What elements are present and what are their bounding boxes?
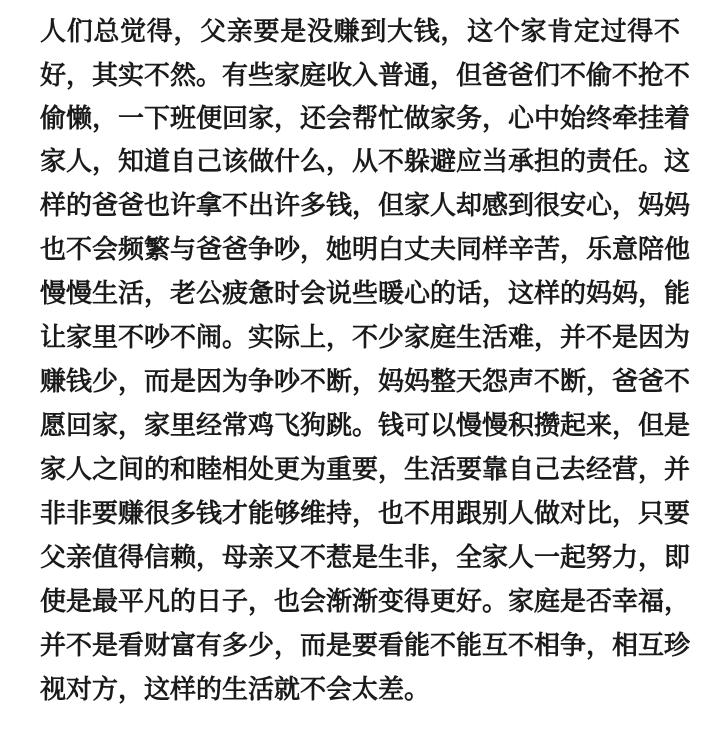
text-line-10: 愿回家，家里经常鸡飞狗跳。钱可以慢慢积攒起来，但是 bbox=[40, 411, 691, 441]
text-line-11: 家人之间的和睦相处更为重要，生活要靠自己去经营，并 bbox=[40, 455, 691, 485]
text-line-9: 赚钱少，而是因为争吵不断，妈妈整天怨声不断，爸爸不 bbox=[40, 367, 691, 397]
text-line-1: 人们总觉得，父亲要是没赚到大钱，这个家肯定过得不 bbox=[40, 17, 680, 47]
text-line-2: 好，其实不然。有些家庭收入普通，但爸爸们不偷不抢不 bbox=[40, 61, 691, 91]
text-line-8: 让家里不吵不闹。实际上，不少家庭生活难，并不是因为 bbox=[40, 323, 691, 353]
text-line-13: 父亲值得信赖，母亲又不惹是生非，全家人一起努力，即 bbox=[40, 543, 691, 573]
text-line-6: 也不会频繁与爸爸争吵，她明白丈夫同样辛苦，乐意陪他 bbox=[40, 235, 691, 265]
text-line-12: 非非要赚很多钱才能够维持，也不用跟别人做对比，只要 bbox=[40, 499, 691, 529]
text-line-4: 家人，知道自己该做什么，从不躲避应当承担的责任。这 bbox=[40, 147, 691, 177]
text-line-16: 视对方，这样的生活就不会太差。 bbox=[40, 675, 431, 705]
text-line-15: 并不是看财富有多少，而是要看能不能互不相争，相互珍 bbox=[40, 631, 691, 661]
text-line-3: 偷懒，一下班便回家，还会帮忙做家务，心中始终牵挂着 bbox=[40, 104, 691, 134]
text-line-7: 慢慢生活，老公疲惫时会说些暖心的话，这样的妈妈，能 bbox=[40, 279, 691, 309]
text-line-5: 样的爸爸也许拿不出许多钱，但家人却感到很安心，妈妈 bbox=[40, 191, 691, 221]
text-line-14: 使是最平凡的日子，也会渐渐变得更好。家庭是否幸福， bbox=[40, 587, 691, 617]
